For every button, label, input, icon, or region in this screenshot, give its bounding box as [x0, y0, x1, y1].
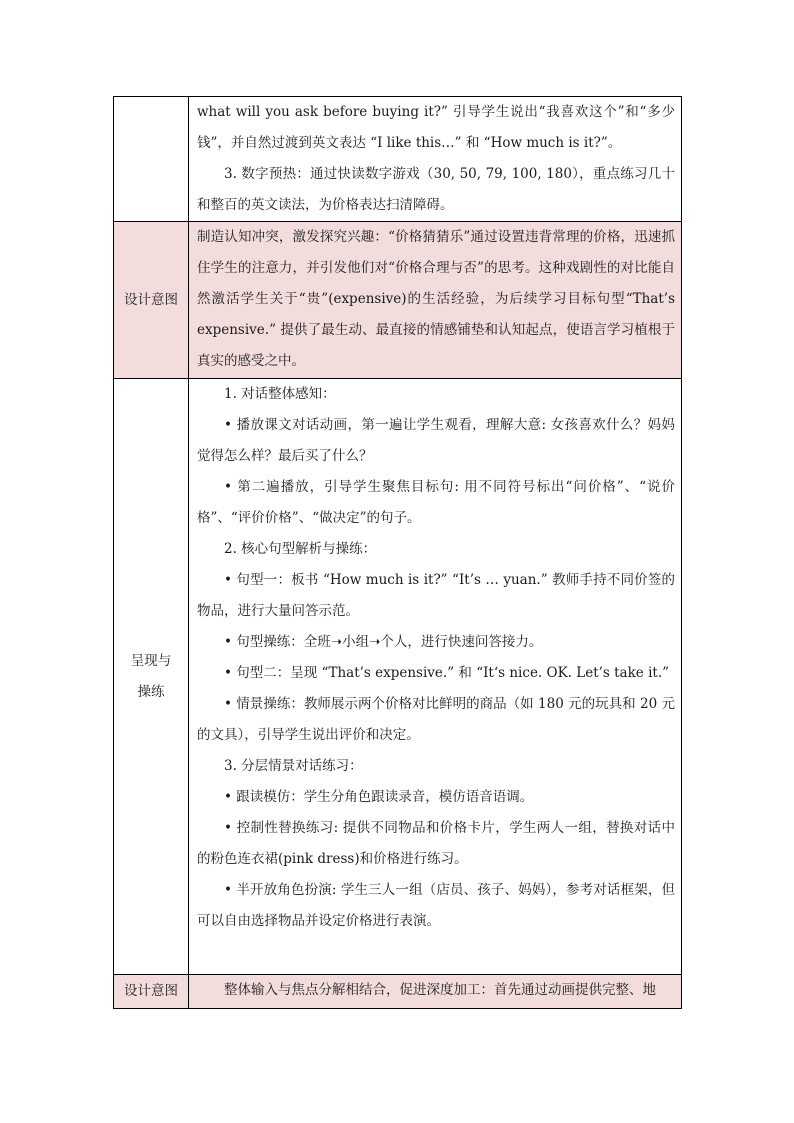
bullet-item: • 播放课文对话动画，第一遍让学生观看，理解大意: 女孩喜欢什么？妈妈觉得怎么样？最后买了什么？ — [197, 417, 675, 464]
content-paragraph: 3. 数字预热：通过快读数字游戏（30, 50, 79, 100, 180），重点练习几十和整百的英文读法，为价格表达扫清障碍。 — [197, 166, 675, 213]
content-paragraph: what will you ask before buying it?” 引导学生说出“我喜欢这个”和“多少钱”，并自然过渡到英文表达 “I like this…” 和 “How much is it?”。 — [197, 104, 675, 151]
bullet-item: • 第二遍播放，引导学生聚焦目标句: 用不同符号标出“问价格”、“说价格”、“评价价格”、“做决定”的句子。 — [197, 479, 675, 526]
table-row — [114, 379, 682, 975]
lesson-plan-table — [113, 96, 682, 1009]
row-content — [189, 97, 682, 222]
bullet-item: • 控制性替换练习: 提供不同物品和价格卡片，学生两人一组，替换对话中的粉色连衣裙(pink dress)和价格进行练习。 — [197, 820, 675, 867]
table-row — [114, 97, 682, 222]
label-line: 操练 — [137, 683, 165, 700]
content-paragraph: 整体输入与焦点分解相结合，促进深度加工：首先通过动画提供完整、地 — [224, 982, 656, 998]
table-row — [114, 222, 682, 379]
content-paragraph: 制造认知冲突，激发探究兴趣：“价格猜猜乐”通过设置违背常理的价格，迅速抓住学生的注意力，并引发他们对“价格合理与否”的思考。这种戏剧性的对比能自然激活学生关于“贵”(expensive)的生活经验，为后续学习目标句型“That’s expensive.” 提供了最生动、最直接的情感铺垫和认知起点，使语言学习植根于真实的感受之中。 — [197, 229, 675, 369]
row-label-empty — [114, 97, 189, 222]
label-line: 呈现与 — [130, 652, 172, 669]
row-content — [189, 222, 682, 379]
row-content — [189, 379, 682, 975]
row-label-design-intent: 设计意图 — [114, 975, 189, 1009]
row-label-design-intent: 设计意图 — [114, 222, 189, 379]
bullet-item: • 句型操练：全班➝小组➝个人，进行快速问答接力。 — [224, 634, 543, 650]
bullet-item: • 情景操练：教师展示两个价格对比鲜明的商品（如 180 元的玩具和 20 元的文具），引导学生说出评价和决定。 — [197, 696, 675, 743]
table-row — [114, 975, 682, 1009]
section-heading: 3. 分层情景对话练习： — [224, 758, 363, 774]
bullet-item: • 句型二：呈现 “That’s expensive.” 和 “It‘s nice. OK. Let’s take it.” — [224, 665, 670, 681]
bullet-item: • 句型一：板书 “How much is it?” “It’s … yuan.” 教师手持不同价签的物品，进行大量问答示范。 — [197, 572, 675, 619]
section-heading: 2. 核心句型解析与操练： — [224, 541, 377, 557]
bullet-item: • 半开放角色扮演: 学生三人一组（店员、孩子、妈妈），参考对话框架，但可以自由选择物品并设定价格进行表演。 — [197, 882, 675, 929]
row-content — [189, 975, 682, 1009]
bullet-item: • 跟读模仿：学生分角色跟读录音，模仿语音语调。 — [224, 789, 534, 805]
row-label-presentation-practice — [114, 379, 189, 975]
section-heading: 1. 对话整体感知： — [224, 386, 336, 402]
